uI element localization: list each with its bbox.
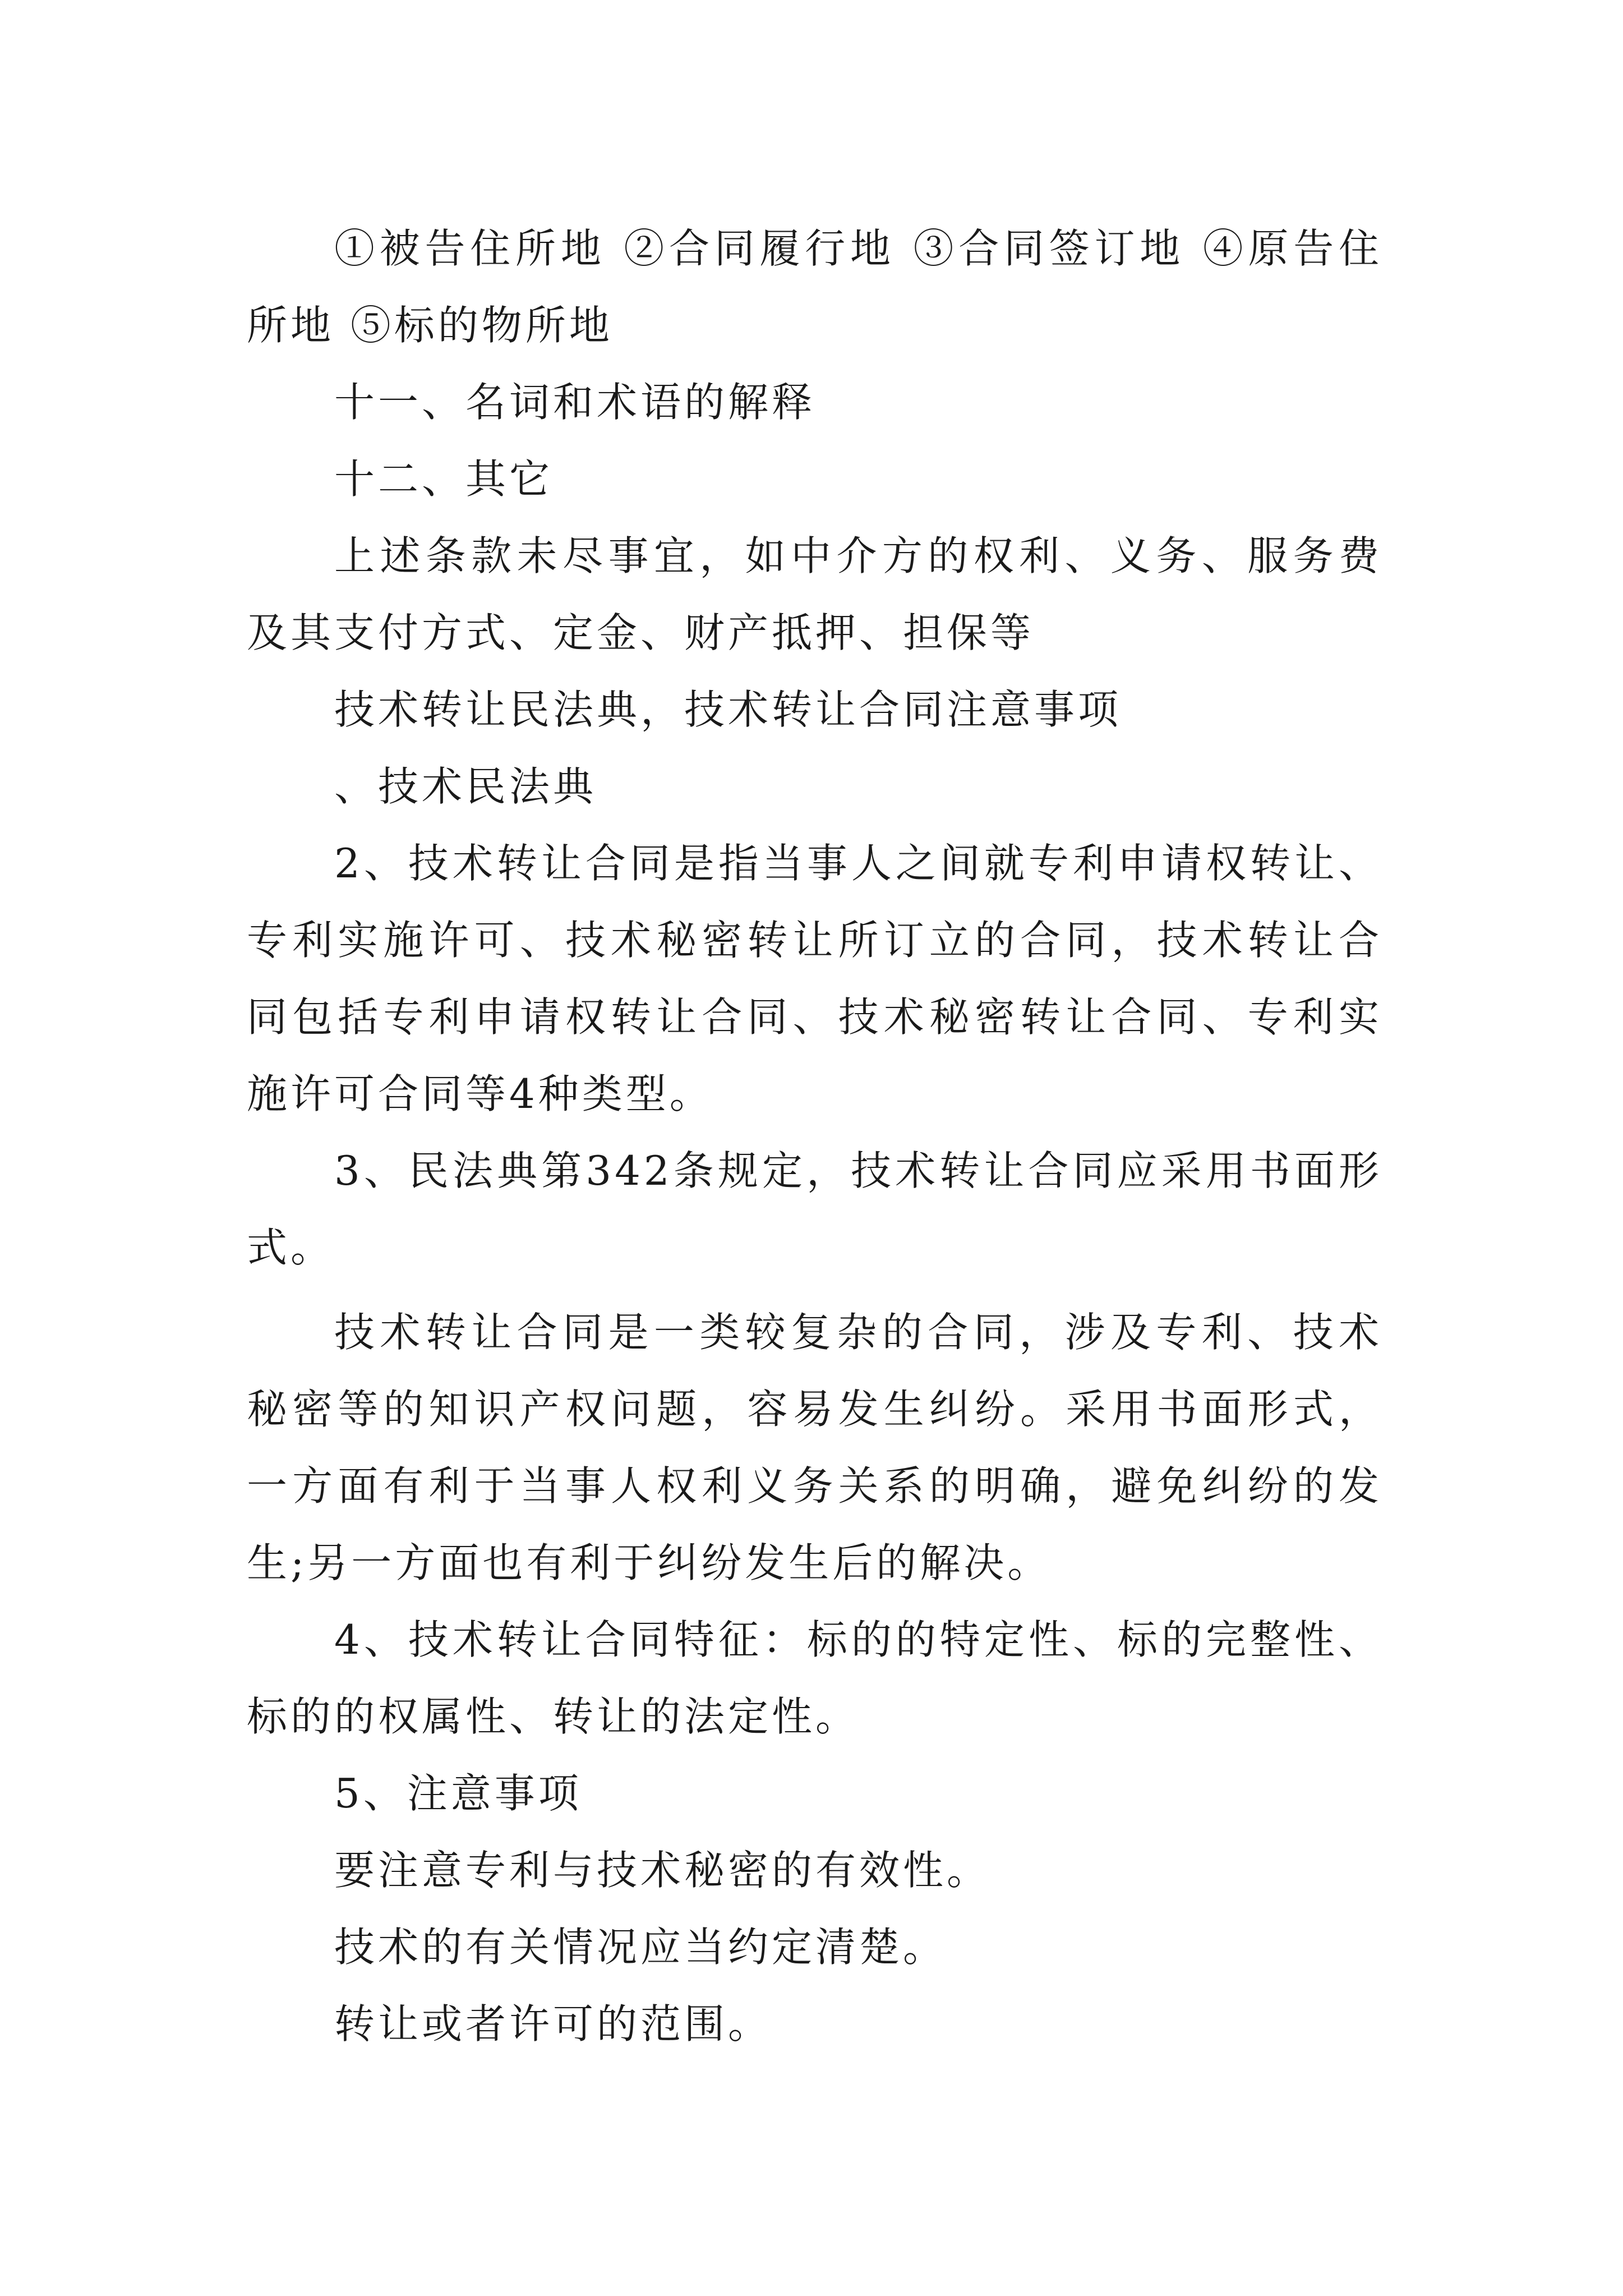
heading-section-12: 十二、其它 [334,455,554,503]
paragraph-technology-note: 技术的有关情况应当约定清楚。 [334,1924,947,1971]
paragraph-item-3: 3、民法典第342条规定，技术转让合同应采用书面形式。 [247,1147,1382,1271]
paragraph-validity-note: 要注意专利与技术秘密的有效性。 [334,1847,991,1894]
heading-tech-transfer: 技术转让民法典，技术转让合同注意事项 [334,686,1122,733]
heading-section-11: 十一、名词和术语的解释 [334,379,816,426]
paragraph-written-form: 技术转让合同是一类较复杂的合同，涉及专利、技术秘密等的知识产权问题，容易发生纠纷。采用书面形式，一方面有利于当事人权利义务关系的明确，避免纠纷的发生;另一方面也有利于纠纷发生后的解决。 [247,1309,1382,1586]
paragraph-scope-note: 转让或者许可的范围。 [334,2000,772,2047]
document-body [247,210,1382,2063]
heading-item-5: 5、注意事项 [334,1770,582,1817]
paragraph-other-matters: 上述条款未尽事宜，如中介方的权利、义务、服务费及其支付方式、定金、财产抵押、担保等 [247,532,1382,656]
paragraph-item-2: 2、技术转让合同是指当事人之间就专利申请权转让、专利实施许可、技术秘密转让所订立的合同，技术转让合同包括专利申请权转让合同、技术秘密转让合同、专利实施许可合同等4种类型。 [247,840,1382,1117]
paragraph-jurisdiction-options: ①被告住所地 ②合同履行地 ③合同签订地 ④原告住所地 ⑤标的物所地 [247,225,1382,349]
paragraph-item-4: 4、技术转让合同特征：标的的特定性、标的完整性、标的的权属性、转让的法定性。 [247,1616,1382,1740]
heading-tech-civil-code: 、技术民法典 [334,763,597,810]
